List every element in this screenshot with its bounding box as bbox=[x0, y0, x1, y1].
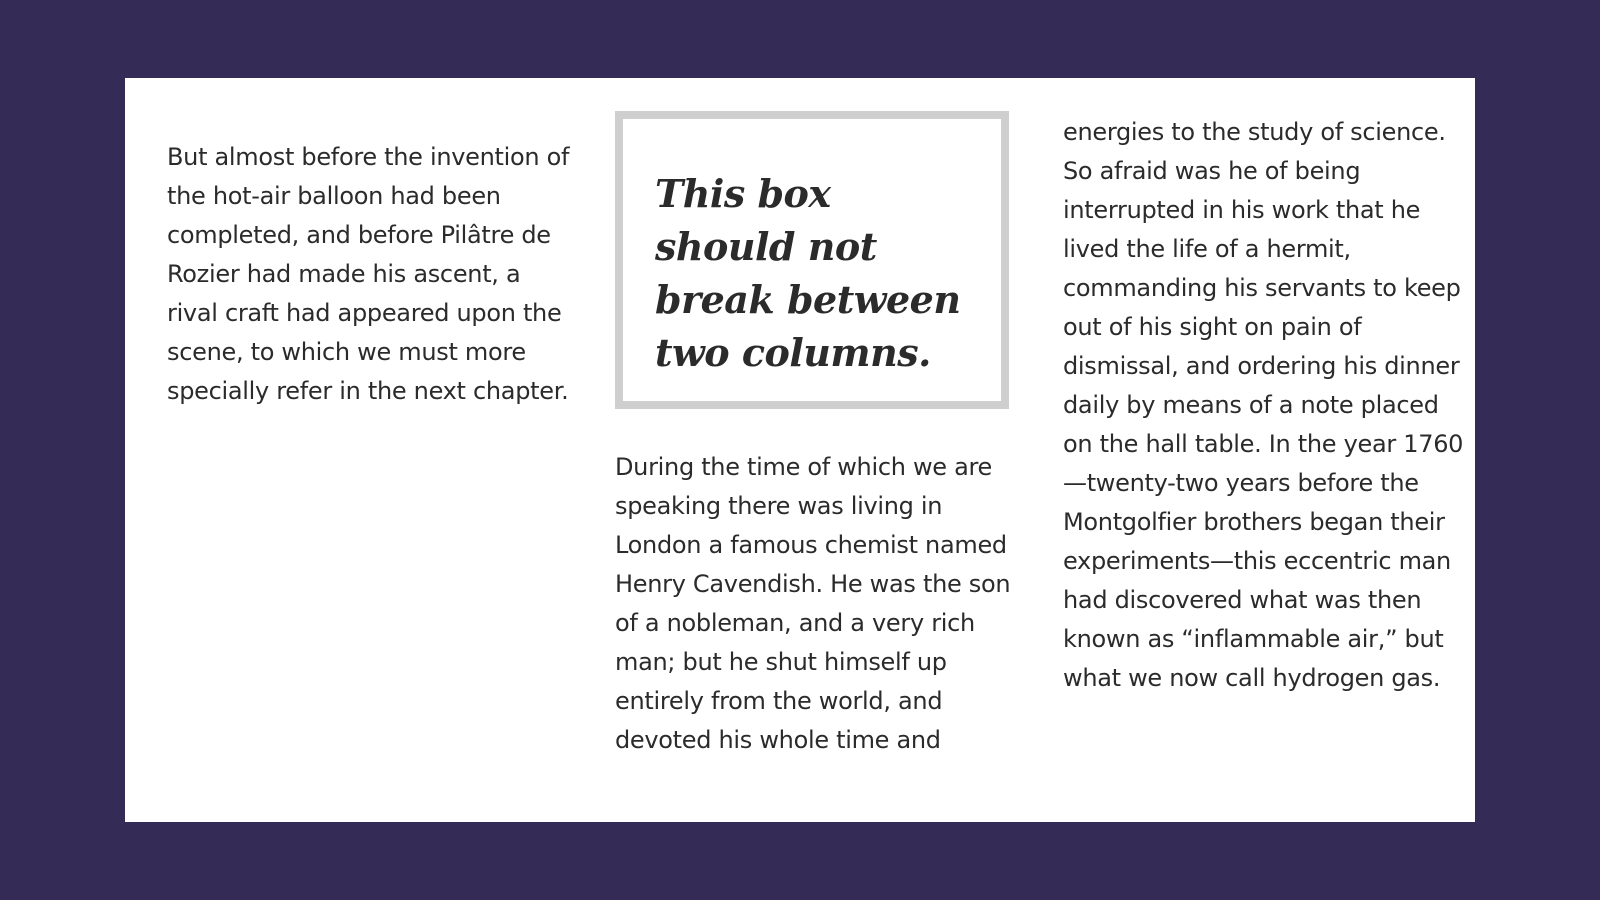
text-column-3 bbox=[1063, 113, 1473, 698]
text-column-2 bbox=[615, 448, 1025, 760]
paragraph-cavendish-end: energies to the study of science. So afraid was he of being interrupted in his work that he lived the life of a hermit, commanding his servants to keep out of his sight on pain of dismissal, and ordering his dinner daily by means of a note placed on the hall table. In the year 1760—twenty-two years before the Montgolfier brothers began their experiments—this eccentric man had discovered what was then known as “inflammable air,” but what we now call hydrogen gas. bbox=[1063, 118, 1464, 692]
callout-box bbox=[615, 111, 1009, 409]
article-card bbox=[125, 78, 1475, 822]
paragraph-cavendish-start: During the time of which we are speaking there was living in London a famous chemist named Henry Cavendish. He was the son of a nobleman, and a very rich man; but he shut himself up entirely from the world, and devoted his whole time and bbox=[615, 453, 1011, 754]
callout-heading: This box should not break between two columns. bbox=[655, 171, 961, 375]
paragraph-balloon: But almost before the invention of the hot-air balloon had been completed, and before Pilâtre de Rozier had made his ascent, a rival craft had appeared upon the scene, to which we must more specially refer in the next chapter. bbox=[167, 143, 570, 405]
text-column-1 bbox=[167, 138, 577, 411]
